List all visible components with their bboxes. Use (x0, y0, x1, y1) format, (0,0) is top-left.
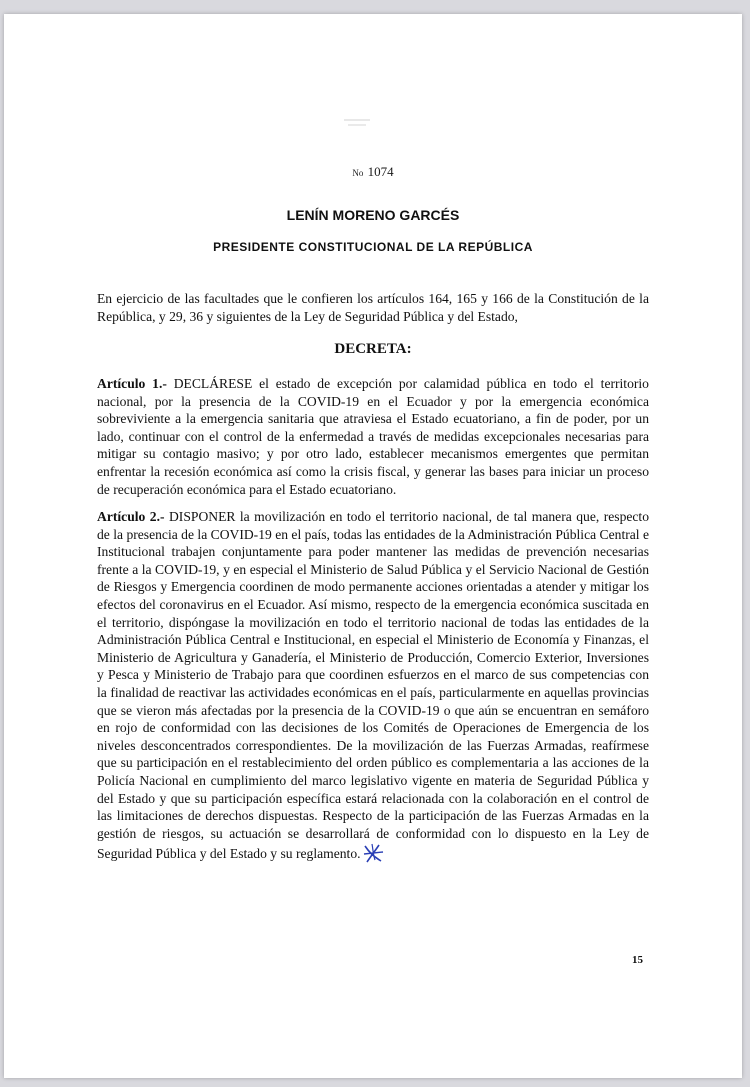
page-number: 15 (632, 954, 643, 966)
decreta-heading: DECRETA: (334, 341, 412, 357)
article-1-paragraph (97, 375, 649, 498)
decree-number (4, 164, 742, 180)
decree-number-value: 1074 (367, 164, 394, 179)
article-2-paragraph (97, 508, 649, 864)
president-name: LENÍN MORENO GARCÉS (286, 207, 460, 223)
article-1-text: DECLÁRESE el estado de excepción por calamidad pública en todo el territorio nacional, por la presencia de la COVID-19 en el Ecuador y por la emergencia económica sobreviviente a la emergencia sanitaria que atraviesa el Estado ecuatoriano, a fin de poder, por un lado, continuar con el control de la enfermedad a través de medidas excepcionales necesarias para mitigar su contagio masivo; y por otro lado, establecer mecanismos emergentes que permitan enfrentar la recesión económica así como la crisis fiscal, y generar las bases para iniciar un proceso de recuperación económica para el Estado ecuatoriano. (97, 376, 649, 497)
article-2-label: Artículo 2.- (97, 509, 165, 524)
president-title: PRESIDENTE CONSTITUCIONAL DE LA REPÚBLICA (213, 240, 533, 254)
decree-number-prefix: No (352, 168, 364, 178)
initials-signature-icon (361, 842, 387, 864)
document-page (4, 14, 742, 1078)
faint-stamp-mark (342, 116, 372, 128)
article-1-label: Artículo 1.- (97, 376, 167, 391)
article-2-text: DISPONER la movilización en todo el territorio nacional, de tal manera que, respecto de la presencia de la COVID-19 en el país, todas las entidades de la Administración Pública Central e Institucional trabajen conjuntamente para poder mantener las medidas de prevención necesarias frente a la COVID-19, y en especial el Ministerio de Salud Pública y el Servicio Nacional de Gestión de Riesgos y Emergencia coordinen de modo permanente acciones orientadas a atender y mitigar los efectos del coronavirus en el Ecuador. Así mismo, respecto de la emergencia económica suscitada en el territorio, dispóngase la movilización en todo el territorio nacional de todas las entidades de la Administración Pública Central e Institucional, en especial el Ministerio de Economía y Finanzas, el Ministerio de Agricultura y Ganadería, el Ministerio de Producción, Comercio Exterior, Inversiones y Pesca y Ministerio de Trabajo para que coordinen esfuerzos en el marco de sus competencias con la finalidad de reactivar las actividades económicas en el país, particularmente en aquellas provincias que se vieron más afectadas por la presencia de la COVID-19 o que aún se encuentran en semáforo en rojo de conformidad con las decisiones de los Comités de Operaciones de Emergencia de los niveles desconcentrados correspondientes. De la movilización de las Fuerzas Armadas, reafírmese que su participación en el restablecimiento del orden público es complementaria a las acciones de la Policía Nacional en cumplimiento del marco legislativo vigente en materia de Seguridad Pública y del Estado y que su participación específica estará relacionada con la colaboración en el control de las limitaciones de derechos dispuestas. Respecto de la participación de las Fuerzas Armadas en la gestión de riesgos, su actuación se desarrollará de conformidad con lo dispuesto en la Ley de Seguridad Pública y del Estado y su reglamento. (97, 509, 650, 862)
preamble-paragraph: En ejercicio de las facultades que le confieren los artículos 164, 165 y 166 de la Constitución de la República, y 29, 36 y siguientes de la Ley de Seguridad Pública y del Estado, (97, 291, 649, 324)
